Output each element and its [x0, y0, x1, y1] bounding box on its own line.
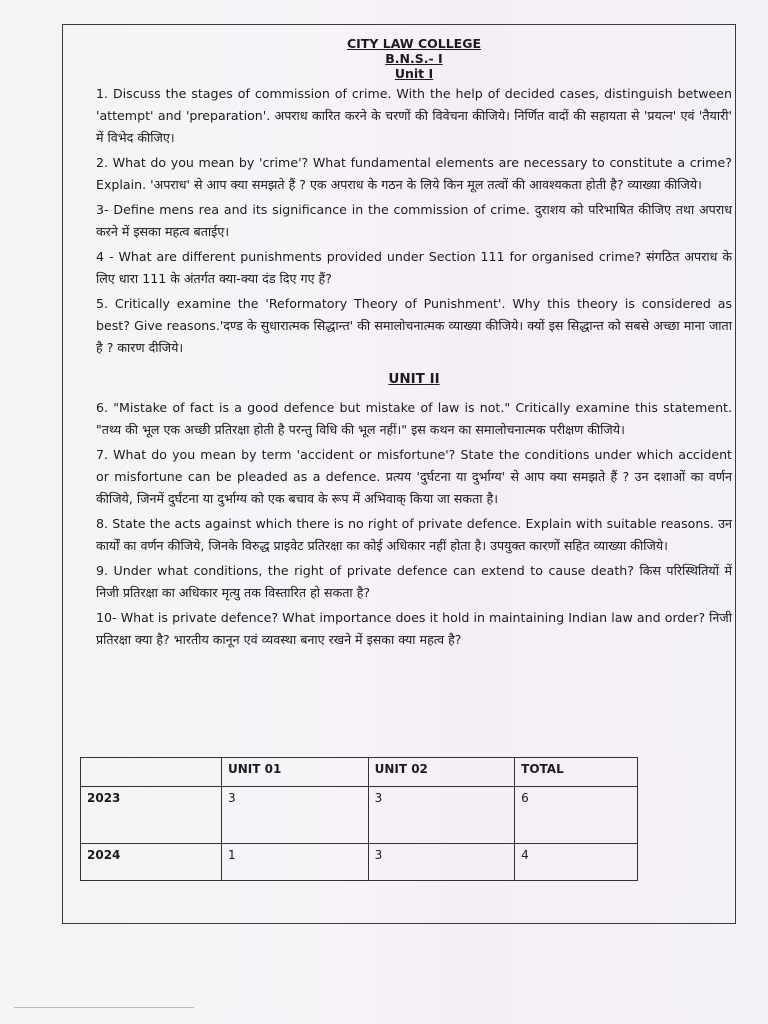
table-cell-year: 2024: [81, 844, 222, 881]
table-row: [81, 844, 638, 881]
marks-table: [80, 757, 638, 881]
question-10: 10- What is private defence? What importance does it hold in maintaining Indian law and order? निजी प्रतिरक्षा क्या है? भारतीय कानून एवं व्यवस्था बनाए रखने में इसका क्या महत्व है?: [96, 610, 732, 647]
question-9: 9. Under what conditions, the right of private defence can extend to cause death? किस परिस्थितियों में निजी प्रतिरक्षा का अधिकार मृत्यु तक विस्तारित हो सकता है?: [96, 563, 732, 600]
table-cell: 3: [368, 787, 515, 844]
question-4: 4 - What are different punishments provided under Section 111 for organised crime? संगठित अपराध के लिए धारा 111 के अंतर्गत क्या-क्या दंड दिए गए हैं?: [96, 249, 732, 286]
table-cell: 1: [222, 844, 369, 881]
question-7: 7. What do you mean by term 'accident or misfortune'? State the conditions under which accident or misfortune can be pleaded as a defence. प्रत्यय 'दुर्घटना या दुर्भाग्य' से आप क्या समझते हैं ? उन दशाओं का वर्णन कीजिये, जिनमें दुर्घटना या दुर्भाग्य को एक बचाव के रूप में अभिवाक् किया जा सकता है।: [96, 447, 732, 506]
table-cell: 3: [222, 787, 369, 844]
table-header-row: [81, 758, 638, 787]
question-6: 6. "Mistake of fact is a good defence but mistake of law is not." Critically examine this statement. "तथ्य की भूल एक अच्छी प्रतिरक्षा होती है परन्तु विधि की भूल नहीं।" इस कथन का समालोचनात्मक परीक्षण कीजिये।: [96, 400, 732, 437]
question-paper: [96, 36, 732, 653]
table-row: [81, 787, 638, 844]
question-5: 5. Critically examine the 'Reformatory Theory of Punishment'. Why this theory is considered as best? Give reasons.'दण्ड के सुधारात्मक सिद्धान्त' की समालोचनात्मक व्याख्या कीजिये। क्यों इस सिद्धान्त को सबसे अच्छा माना जाता है ? कारण दीजिये।: [96, 296, 732, 355]
question-1: 1. Discuss the stages of commission of crime. With the help of decided cases, distinguish between 'attempt' and 'preparation'. अपराध कारित करने के चरणों की विवेचना कीजिये। निर्णित वादों की सहायता से 'प्रयत्न' एवं 'तैयारी' में विभेद कीजिए।: [96, 86, 732, 145]
unit2-heading: UNIT II: [388, 371, 440, 387]
table-header-cell: UNIT 01: [222, 758, 369, 787]
table-cell: 3: [368, 844, 515, 881]
table-cell-year: 2023: [81, 787, 222, 844]
table-cell: 4: [515, 844, 638, 881]
subject-title: B.N.S.- I: [385, 51, 443, 66]
question-8: 8. State the acts against which there is no right of private defence. Explain with suitable reasons. उन कार्यों का वर्णन कीजिये, जिनके विरुद्ध प्राइवेट प्रतिरक्षा का कोई अधिकार नहीं होता है। उपयुक्त कारणों सहित व्याख्या कीजिये।: [96, 516, 732, 553]
scan-edge-line: [14, 1007, 194, 1008]
table-header-cell: [81, 758, 222, 787]
table-cell: 6: [515, 787, 638, 844]
college-title: CITY LAW COLLEGE: [346, 36, 482, 51]
table-header-cell: UNIT 02: [368, 758, 515, 787]
unit1-heading: Unit I: [394, 66, 434, 81]
table-header-cell: TOTAL: [515, 758, 638, 787]
question-2: 2. What do you mean by 'crime'? What fundamental elements are necessary to constitute a crime? Explain. 'अपराध' से आप क्या समझते हैं ? एक अपराध के गठन के लिये किन मूल तत्वों की आवश्यकता होती है? व्याख्या कीजिये।: [96, 155, 732, 192]
question-3: 3- Define mens rea and its significance in the commission of crime. दुराशय को परिभाषित कीजिए तथा अपराध करने में इसका महत्व बताईए।: [96, 202, 732, 239]
